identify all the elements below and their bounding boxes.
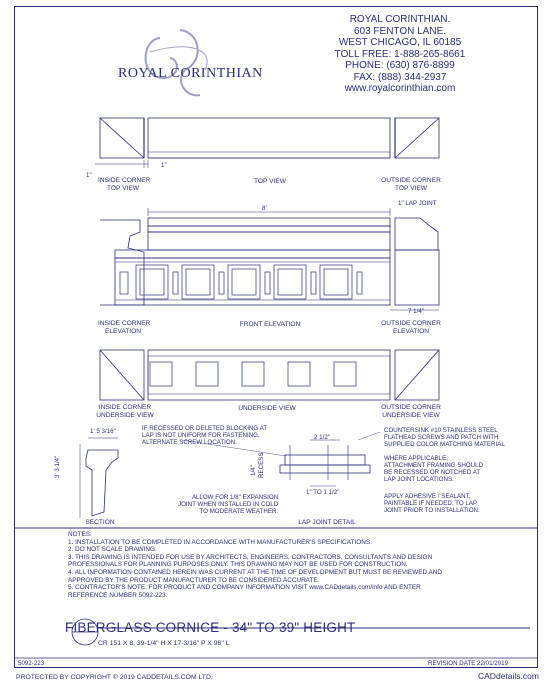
dim-one-inch-left: 1": [86, 172, 92, 179]
company-name: ROYAL CORINTHIAN.: [349, 14, 451, 25]
logo-mark-icon: [146, 30, 208, 95]
note-line: 1. INSTALLATION TO BE COMPLETED IN ACCORDANCE WITH MANUFACTURER'S SPECIFICATIONS.: [68, 538, 372, 546]
company-phone: PHONE: (630) 876-8899: [345, 60, 455, 71]
label-outside-corner-top: OUTSIDE CORNER TOP VIEW: [381, 177, 441, 192]
dim-section-width: 1' 5 3/16": [90, 428, 116, 435]
label-front-elevation: FRONT ELEVATION: [239, 321, 301, 328]
notes-block: [68, 531, 442, 599]
annotation-left-1: IF RECESSED OR DELETED BLOCKING AT LAP IS NOT UNIFORM FOR FASTENING, ALTERNATE SCREW LOCATION.: [142, 425, 268, 446]
footer-revision: REVISION DATE 22/01/2019: [428, 660, 509, 667]
label-top-view: TOP VIEW: [254, 178, 286, 185]
footer-ref: 5092-223: [18, 660, 45, 667]
label-inside-corner-elev: INSIDE CORNER ELEVATION: [98, 320, 151, 335]
note-line: 5. CONTRACTOR'S NOTE: FOR PRODUCT AND COMPANY INFORMATION VISIT www.CADdetails.com/info AND ENTER: [68, 584, 421, 592]
note-line: REFERENCE NUMBER 5092-223.: [68, 591, 168, 599]
dim-section-height: 3' 3 1/4": [54, 455, 61, 478]
dim-eight-ft: 8': [262, 205, 267, 212]
company-web: www.royalcorinthian.com: [344, 83, 456, 94]
dim-two-half: 2 1/2": [314, 434, 330, 441]
company-fax: FAX: (888) 344-2937: [353, 71, 447, 83]
dim-one-inch: 1": [161, 162, 167, 169]
dim-lap-joint: 1" LAP JOINT: [398, 200, 437, 207]
label-section: SECTION: [85, 519, 115, 526]
note-line: 4. ALL INFORMATION CONTAINED HEREIN WAS CURRENT AT THE TIME OF DEVELOPMENT BUT MUST BE REVIEWED AND: [68, 568, 443, 576]
label-lap-joint-detail: LAP JOINT DETAIL: [298, 519, 356, 526]
footer-copyright: PROTECTED BY COPYRIGHT © 2019 CADDETAILS.COM LTD.: [16, 674, 213, 681]
annotation-right-2: WHERE APPLICABLE, ATTACHMENT FRAMING SHOULD BE RECESSED OR NOTCHED AT LAP JOINT LOCATIONS.: [384, 455, 484, 483]
logo-text: ROYAL CORINTHIAN: [118, 66, 263, 81]
drawing-title: FIBERGLASS CORNICE - 34" TO 39" HEIGHT: [65, 620, 356, 635]
company-toll-free: TOLL FREE: 1-888-265-8661: [334, 48, 466, 60]
drawing-subtitle: CR 151 X 8, 39-1/4" H X 17-3/16" P X 96" L: [98, 640, 230, 647]
annotation-right-1: COUNTERSINK #10 STAINLESS STEEL FLATHEAD SCREWS AND PATCH WITH SUPPLIED COLOR MATCHING MATERIAL: [384, 427, 505, 448]
dim-recess: RECESS: [258, 452, 265, 478]
label-outside-corner-under: OUTSIDE CORNER UNDERSIDE VIEW: [381, 404, 441, 419]
note-line: APPROVED BY THE PRODUCT MANUFACTURER TO BE CONSIDERED ACCURATE.: [68, 576, 320, 584]
annotation-left-2: ALLOW FOR 1/8" EXPANSION JOINT WHEN INSTALLED IN COLD TO MODERATE WEATHER.: [178, 494, 279, 515]
note-line: PROFESSIONALS FOR PLANNING PURPOSES ONLY. THIS DRAWING MAY NOT BE USED FOR CONSTRUCTION.: [68, 561, 408, 569]
note-line: 3. THIS DRAWING IS INTENDED FOR USE BY ARCHITECTS, ENGINEERS, CONTRACTORS, CONSULTANTS AND DESIGN: [68, 553, 433, 561]
footer-brand: CADdetails.com: [478, 671, 539, 681]
company-address-2: WEST CHICAGO, IL 60185: [338, 37, 462, 48]
company-header: [300, 14, 500, 95]
label-inside-corner-top: INSIDE CORNER TOP VIEW: [98, 177, 151, 192]
dim-one-to-one-half: 1" TO 1 1/2": [306, 489, 340, 496]
label-underside-view: UNDERSIDE VIEW: [238, 405, 296, 412]
note-line: 2. DO NOT SCALE DRAWING.: [68, 546, 157, 554]
label-inside-corner-under: INSIDE CORNER UNDERSIDE VIEW: [96, 404, 154, 419]
label-outside-corner-elev: OUTSIDE CORNER ELEVATION: [381, 320, 441, 335]
company-address-1: 603 FENTON LANE.: [353, 25, 447, 37]
annotation-right-3: APPLY ADHESIVE / SEALANT, PAINTABLE IF NEEDED, TO LAP JOINT PRIOR TO INSTALLATION.: [384, 493, 480, 514]
notes-heading: NOTES:: [68, 531, 92, 538]
dim-quarter: 1/4": [250, 465, 257, 476]
dim-seven-quarter: 7 1/4": [408, 308, 424, 315]
